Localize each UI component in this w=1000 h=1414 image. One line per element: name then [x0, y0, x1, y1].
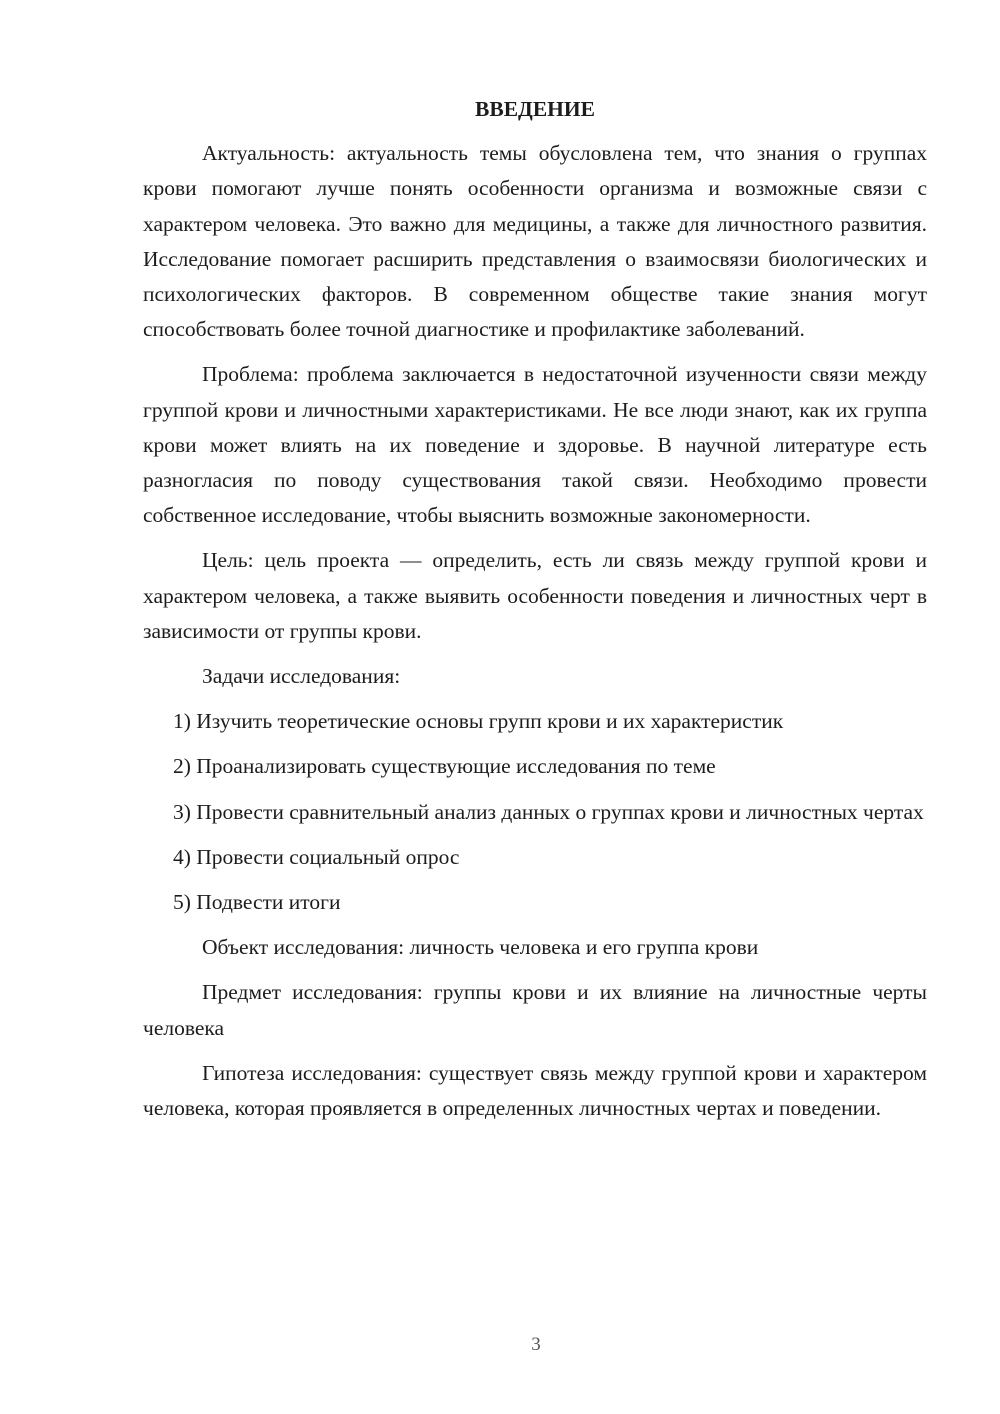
relevance-paragraph: Актуальность: актуальность темы обусловлена тем, что знания о группах крови помогают лучше понять особенности организма и возможные связи с характером человека. Это важно для медицины, а также для личностного развития. Исследование помогает расширить представления о взаимосвязи биологических и психологических факторов. В современном обществе такие знания могут способствовать более точной диагностике и профилактике заболеваний. — [143, 141, 927, 342]
page-body — [143, 92, 927, 1136]
task-item: 3) Провести сравнительный анализ данных о группах крови и личностных чертах — [173, 799, 924, 824]
tasks-heading: Задачи исследования: — [202, 664, 401, 689]
subject-paragraph: Предмет исследования: группы крови и их влияние на личностные черты человека — [143, 980, 927, 1040]
hypothesis-paragraph: Гипотеза исследования: существует связь между группой крови и характером человека, которая проявляется в определенных личностных чертах и поведении. — [143, 1060, 927, 1121]
task-item: 1) Изучить теоретические основы групп крови и их характеристик — [173, 709, 784, 734]
goal-paragraph: Цель: цель проекта — определить, есть ли связь между группой крови и характером человека, а также выявить особенности поведения и личностных черт в зависимости от группы крови. — [143, 548, 927, 643]
task-item: 2) Проанализировать существующие исследования по теме — [173, 754, 716, 779]
task-item: 5) Подвести итоги — [173, 890, 341, 915]
page-number: 3 — [531, 1334, 541, 1355]
section-heading: ВВЕДЕНИЕ — [475, 97, 595, 121]
problem-paragraph: Проблема: проблема заключается в недостаточной изученности связи между группой крови и личностными характеристиками. Не все люди знают, как их группа крови может влиять на их поведение и здоровье. В научной литературе есть разногласия по поводу существования такой связи. Необходимо провести собственное исследование, чтобы выяснить возможные закономерности. — [143, 362, 927, 528]
object-paragraph: Объект исследования: личность человека и его группа крови — [202, 935, 759, 960]
task-item: 4) Провести социальный опрос — [173, 844, 460, 869]
